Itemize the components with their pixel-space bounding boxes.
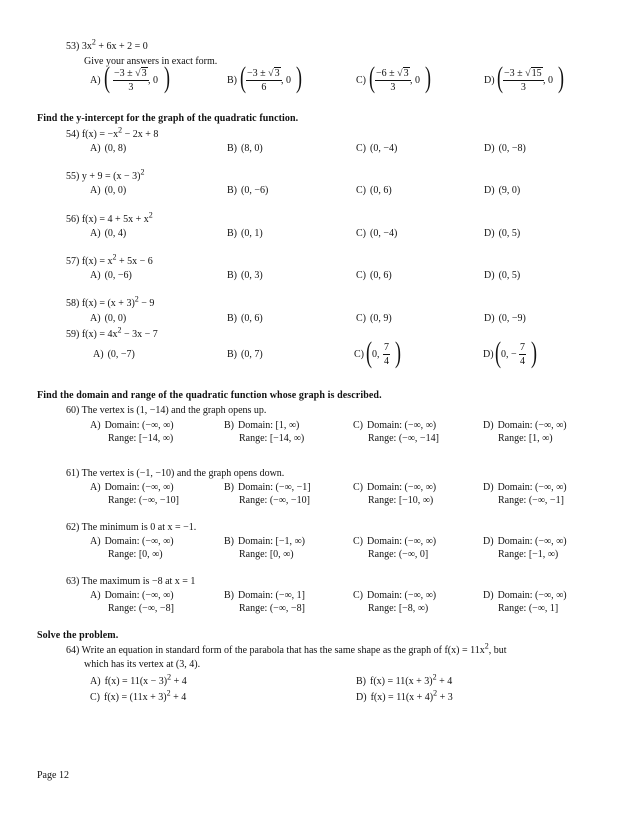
instruction: Give your answers in exact form. (84, 56, 218, 67)
choice-64-d[interactable]: D) $f(x) = 11(x + 4)^2 + 3$ (356, 688, 453, 703)
question-64-line2: which has its vertex at (3, 4). (84, 659, 201, 670)
section-heading-y-intercept: Find the y-intercept for the graph of the quadratic function. (37, 113, 299, 124)
choice-64-a[interactable]: A) $f(x) = 11(x - 3)^2 + 4$ (90, 672, 187, 687)
question-64: 64) Write an equation in standard form of the parabola that has the same shape as the graph of $f(x) = 11x^2$, but (66, 641, 507, 656)
choice-58-a[interactable]: A) (0, 0) (90, 313, 127, 324)
choice-64-b[interactable]: B) $f(x) = 11(x + 3)^2 + 4$ (356, 672, 453, 687)
choice-54-d[interactable]: D) (0, −8) (484, 143, 526, 154)
question-62: 62) The minimum is 0 at x = −1. (66, 522, 197, 533)
choice-57-b[interactable]: B) (0, 3) (227, 270, 263, 281)
choice-54-c[interactable]: C) (0, −4) (356, 143, 398, 154)
choice-59-a[interactable]: A) (0, −7) (93, 349, 135, 360)
choice-57-d[interactable]: D) (0, 5) (484, 270, 521, 281)
question-55: 55) $y + 9 = (x - 3)^2$ (66, 167, 145, 182)
question-58: 58) $f(x) = (x + 3)^2 - 9$ (66, 294, 155, 309)
fraction: $\frac{-6 \pm √3}{3}$ (376, 68, 409, 93)
choice-58-d[interactable]: D) (0, −9) (484, 313, 526, 324)
choice-56-c[interactable]: C) (0, −4) (356, 228, 398, 239)
question-57: 57) $f(x) = x^2 + 5x - 6$ (66, 252, 153, 267)
question-54: 54) $f(x) = -x^2 - 2x + 8$ (66, 125, 159, 140)
choice-64-c[interactable]: C) $f(x) = (11x + 3)^2 + 4$ (90, 688, 187, 703)
question-59: 59) $f(x) = 4x^2 - 3x - 7$ (66, 325, 158, 340)
choice-59-b[interactable]: B) (0, 7) (227, 349, 263, 360)
choice-54-b[interactable]: B) (8, 0) (227, 143, 263, 154)
fraction: $\frac{-3 \pm √3}{6}$ (247, 68, 280, 93)
choice-57-c[interactable]: C) (0, 6) (356, 270, 392, 281)
fraction: $\frac{-3 \pm √15}{3}$ (504, 68, 542, 93)
section-heading-solve: Solve the problem. (37, 630, 119, 641)
question-53 (66, 37, 148, 52)
choice-55-d[interactable]: D) (9, 0) (484, 185, 521, 196)
question-number: 53) (66, 41, 80, 52)
choice-56-d[interactable]: D) (0, 5) (484, 228, 521, 239)
question-60: 60) The vertex is (1, −14) and the graph opens up. (66, 405, 267, 416)
question-63: 63) The maximum is −8 at x = 1 (66, 576, 196, 587)
section-heading-domain-range: Find the domain and range of the quadratic function whose graph is described. (37, 390, 382, 401)
fraction: $\frac{7}{4}$ (384, 342, 389, 367)
choice-56-a[interactable]: A) (0, 4) (90, 228, 127, 239)
question-61: 61) The vertex is (−1, −10) and the graph opens down. (66, 468, 285, 479)
choice-54-a[interactable]: A) (0, 8) (90, 143, 127, 154)
choice-57-a[interactable]: A) (0, −6) (90, 270, 132, 281)
choice-55-a[interactable]: A) (0, 0) (90, 185, 127, 196)
fraction: $\frac{7}{4}$ (520, 342, 525, 367)
choice-56-b[interactable]: B) (0, 1) (227, 228, 263, 239)
equation: $3x^2 + 6x + 2 = 0$ (81, 37, 148, 52)
choice-55-c[interactable]: C) (0, 6) (356, 185, 392, 196)
choice-58-b[interactable]: B) (0, 6) (227, 313, 263, 324)
fraction: $\frac{-3 \pm √3}{3}$ (114, 68, 147, 93)
choice-55-b[interactable]: B) (0, −6) (227, 185, 269, 196)
page-number: Page 12 (37, 770, 69, 781)
question-56: 56) $f(x) = 4 + 5x + x^2$ (66, 210, 153, 225)
choice-58-c[interactable]: C) (0, 9) (356, 313, 392, 324)
